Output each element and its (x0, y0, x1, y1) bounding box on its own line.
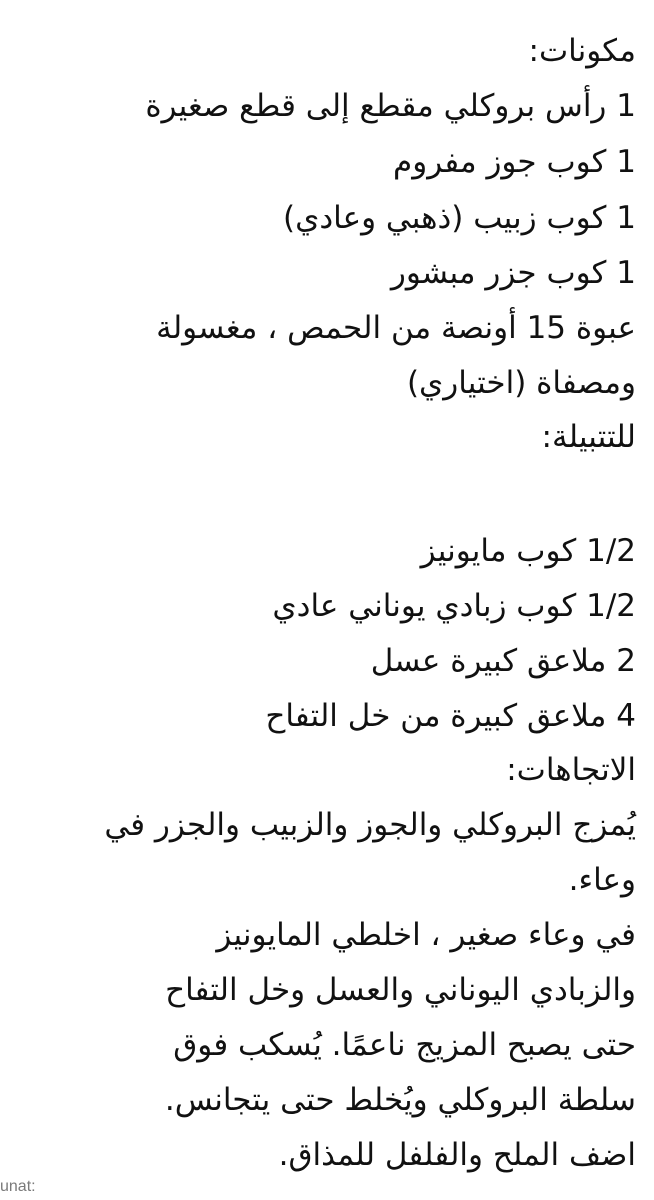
ingredients-heading: مكونات: (528, 33, 636, 69)
directions-heading: الاتجاهات: (506, 752, 636, 788)
ingredient-line: 1 كوب جوز مفروم (393, 144, 636, 180)
ingredient-line: 1 رأس بروكلي مقطع إلى قطع صغيرة (145, 88, 636, 124)
directions-line: اضف الملح والفلفل للمذاق. (278, 1137, 636, 1173)
dressing-line: 1/2 كوب مايونيز (420, 533, 636, 569)
ingredient-line: 1 كوب زبيب (ذهبي وعادي) (282, 200, 636, 236)
dressing-heading: للتتبيلة: (541, 419, 636, 455)
directions-line: حتى يصبح المزيج ناعمًا. يُسكب فوق (173, 1027, 636, 1063)
footer-cut-text: unat: (0, 1178, 36, 1195)
directions-line: وعاء. (568, 862, 636, 898)
directions-line: والزبادي اليوناني والعسل وخل التفاح (165, 972, 636, 1008)
ingredient-line: ومصفاة (اختياري) (406, 365, 636, 401)
directions-line: في وعاء صغير ، اخلطي المايونيز (216, 917, 636, 953)
directions-line: سلطة البروكلي ويُخلط حتى يتجانس. (164, 1082, 636, 1118)
ingredient-line: 1 كوب جزر مبشور (390, 255, 636, 291)
dressing-line: 4 ملاعق كبيرة من خل التفاح (265, 698, 636, 734)
ingredient-line: عبوة 15 أونصة من الحمص ، مغسولة (156, 310, 636, 346)
dressing-line: 1/2 كوب زبادي يوناني عادي (272, 588, 636, 624)
dressing-line: 2 ملاعق كبيرة عسل (370, 643, 636, 679)
directions-line: يُمزج البروكلي والجوز والزبيب والجزر في (104, 807, 636, 843)
